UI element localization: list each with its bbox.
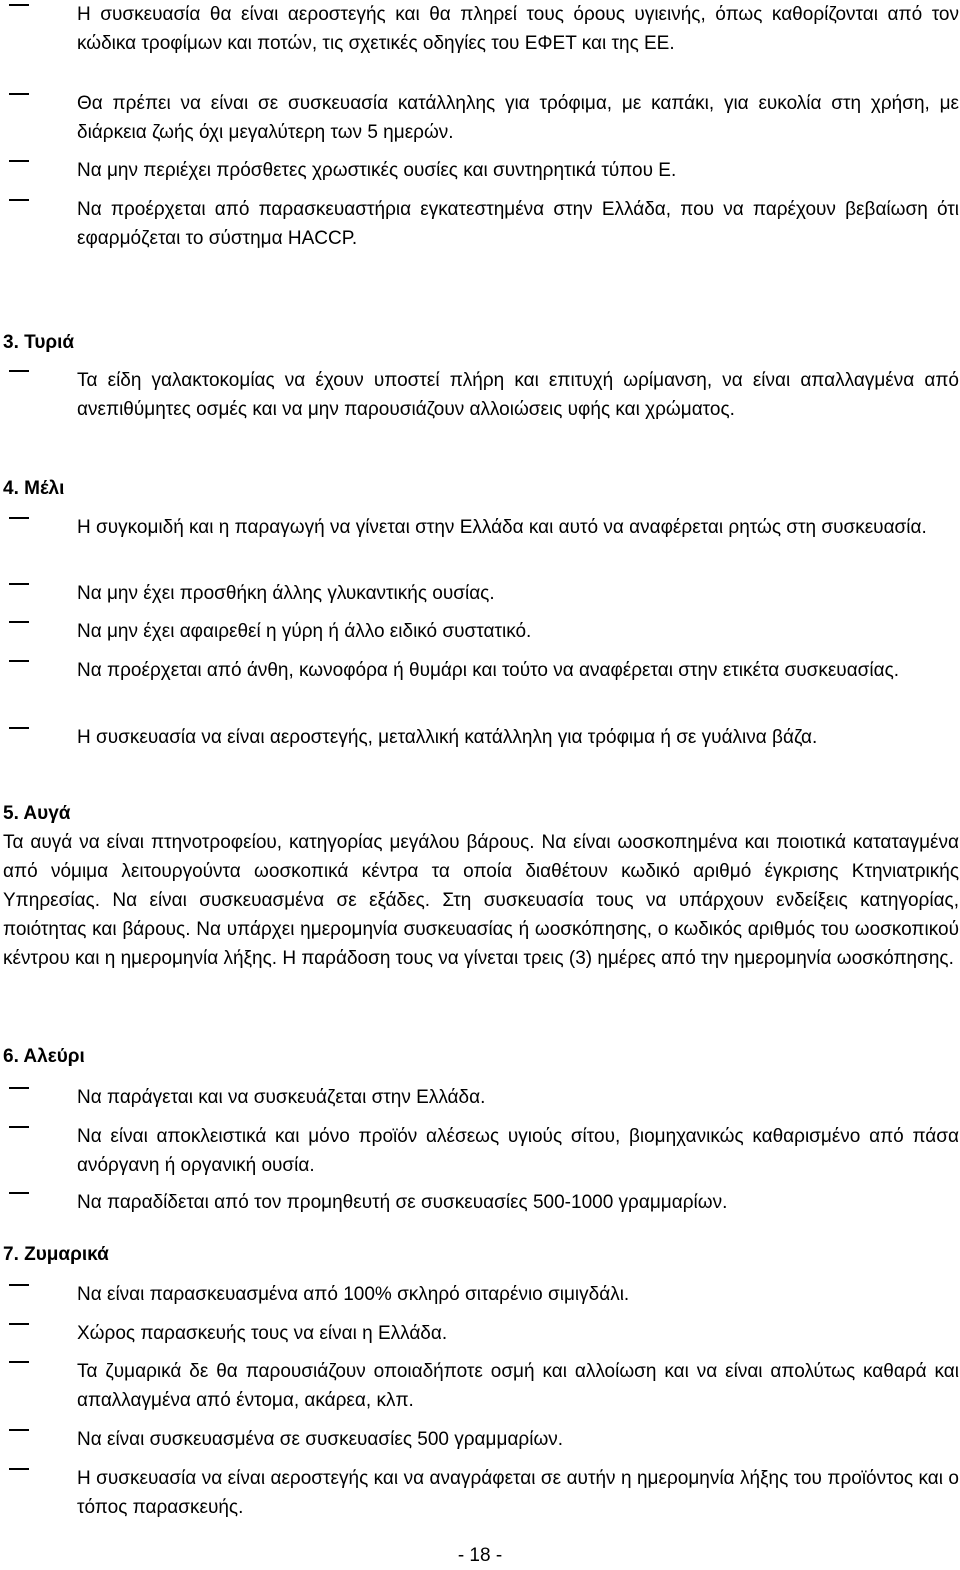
section-heading-eggs: 5. Αυγά xyxy=(3,803,71,824)
list-item-text: Να είναι αποκλειστικά και μόνο προϊόν αλέσεως υγιούς σίτου, βιομηχανικώς καθαρισμένο από πάσα ανόργανη ή οργανική ουσία. xyxy=(77,1126,959,1176)
dash-bullet xyxy=(9,1284,29,1286)
dash-bullet xyxy=(9,1361,29,1363)
dash-bullet xyxy=(9,1192,29,1194)
dash-bullet xyxy=(9,93,29,95)
list-item xyxy=(77,195,959,253)
dash-bullet xyxy=(9,4,29,6)
list-item-text: Η συγκομιδή και η παραγωγή να γίνεται στην Ελλάδα και αυτό να αναφέρεται ρητώς στη συσκευασία. xyxy=(77,517,927,538)
section-heading-flour: 6. Αλεύρι xyxy=(3,1046,85,1067)
list-item xyxy=(77,513,959,542)
dash-bullet xyxy=(9,621,29,623)
eggs-paragraph: Τα αυγά να είναι πτηνοτροφείου, κατηγορίας μεγάλου βάρους. Να είναι ωοσκοπημένα και ποιοτικά καταταγμένα από νόμιμα λειτουργούντα ωοσκοπικά κέντρα τα οποία διαθέτουν κωδικό αριθμό έγκρισης Κτηνιατρικής Υπηρεσίας. Να είναι συσκευασμένα σε εξάδες. Στη συσκευασία τους να υπάρχουν ενδείξεις κατηγορίας, ποιότητας και βάρους. Να υπάρχει ημερομηνία συσκευασίας ή ωοσκόπησης, ο κωδικός αριθμός του ωοσκοπικού κέντρου και η ημερομηνία λήξης. Η παράδοση τους να γίνεται τρεις (3) ημέρες από την ημερομηνία ωοσκόπησης. xyxy=(3,832,959,969)
list-item xyxy=(77,579,959,608)
list-item-text: Να παράγεται και να συσκευάζεται στην Ελλάδα. xyxy=(77,1087,486,1108)
list-item-text: Να προέρχεται από άνθη, κωνοφόρα ή θυμάρι και τούτο να αναφέρεται στην ετικέτα συσκευασίας. xyxy=(77,660,900,681)
dash-bullet xyxy=(9,1429,29,1431)
dash-bullet xyxy=(9,370,29,372)
list-item-text: Η συσκευασία να είναι αεροστεγής και να αναγράφεται σε αυτήν η ημερομηνία λήξης του προϊόντος και ο τόπος παρασκευής. xyxy=(77,1468,959,1518)
list-item xyxy=(77,1188,959,1217)
list-item xyxy=(77,723,959,752)
list-item xyxy=(77,366,959,424)
list-item-text: Η συσκευασία θα είναι αεροστεγής και θα πληρεί τους όρους υγιεινής, όπως καθορίζονται από τον κώδικα τροφίμων και ποτών, τις σχετικές οδηγίες του ΕΦΕΤ και της ΕΕ. xyxy=(77,4,959,54)
dash-bullet xyxy=(9,517,29,519)
list-item xyxy=(77,1280,959,1309)
list-item-text: Να είναι συσκευασμένα σε συσκευασίες 500 γραμμαρίων. xyxy=(77,1429,564,1450)
list-item-text: Θα πρέπει να είναι σε συσκευασία κατάλληλης για τρόφιμα, με καπάκι, για ευκολία στη χρήση, με διάρκεια ζωής όχι μεγαλύτερη των 5 ημερών. xyxy=(77,93,959,143)
dash-bullet xyxy=(9,199,29,201)
list-item xyxy=(77,1319,959,1348)
dash-bullet xyxy=(9,1468,29,1470)
dash-bullet xyxy=(9,1126,29,1128)
dash-bullet xyxy=(9,1323,29,1325)
list-item-text: Να μην έχει αφαιρεθεί η γύρη ή άλλο ειδικό συστατικό. xyxy=(77,621,532,642)
list-item-text: Να είναι παρασκευασμένα από 100% σκληρό σιταρένιο σιμιγδάλι. xyxy=(77,1284,630,1305)
list-item-text: Να μην έχει προσθήκη άλλης γλυκαντικής ουσίας. xyxy=(77,583,495,604)
dash-bullet xyxy=(9,1087,29,1089)
dash-bullet xyxy=(9,660,29,662)
list-item-text: Η συσκευασία να είναι αεροστεγής, μεταλλική κατάλληλη για τρόφιμα ή σε γυάλινα βάζα. xyxy=(77,727,818,748)
list-item xyxy=(77,0,959,58)
section-heading-cheese: 3. Τυριά xyxy=(3,332,75,353)
list-item-text: Να μην περιέχει πρόσθετες χρωστικές ουσίες και συντηρητικά τύπου Ε. xyxy=(77,160,677,181)
section-heading-honey: 4. Μέλι xyxy=(3,478,65,499)
list-item-text: Χώρος παρασκευής τους να είναι η Ελλάδα. xyxy=(77,1323,448,1344)
dash-bullet xyxy=(9,160,29,162)
list-item xyxy=(77,617,959,646)
list-item-text: Τα ζυμαρικά δε θα παρουσιάζουν οποιαδήποτε οσμή και αλλοίωση και να είναι απολύτως καθαρά και απαλλαγμένα από έντομα, ακάρεα, κλπ. xyxy=(77,1361,959,1411)
list-item-text: Τα είδη γαλακτοκομίας να έχουν υποστεί πλήρη και επιτυχή ωρίμανση, να είναι απαλλαγμένα από ανεπιθύμητες οσμές και να μην παρουσιάζουν αλλοιώσεις υφής και χρώματος. xyxy=(77,370,959,420)
list-item xyxy=(77,1425,959,1454)
section-heading-pasta: 7. Ζυμαρικά xyxy=(3,1244,109,1265)
list-item-text: Να προέρχεται από παρασκευαστήρια εγκατεστημένα στην Ελλάδα, που να παρέχουν βεβαίωση ότι εφαρμόζεται το σύστημα HACCP. xyxy=(77,199,959,249)
list-item xyxy=(77,1357,959,1415)
list-item xyxy=(77,1083,959,1112)
list-item xyxy=(77,156,959,185)
dash-bullet xyxy=(9,583,29,585)
page-number: - 18 - xyxy=(457,1545,503,1566)
list-item xyxy=(77,656,959,685)
list-item xyxy=(77,89,959,147)
dash-bullet xyxy=(9,727,29,729)
list-item xyxy=(77,1122,959,1180)
list-item xyxy=(77,1464,959,1522)
list-item-text: Να παραδίδεται από τον προμηθευτή σε συσκευασίες 500-1000 γραμμαρίων. xyxy=(77,1192,728,1213)
